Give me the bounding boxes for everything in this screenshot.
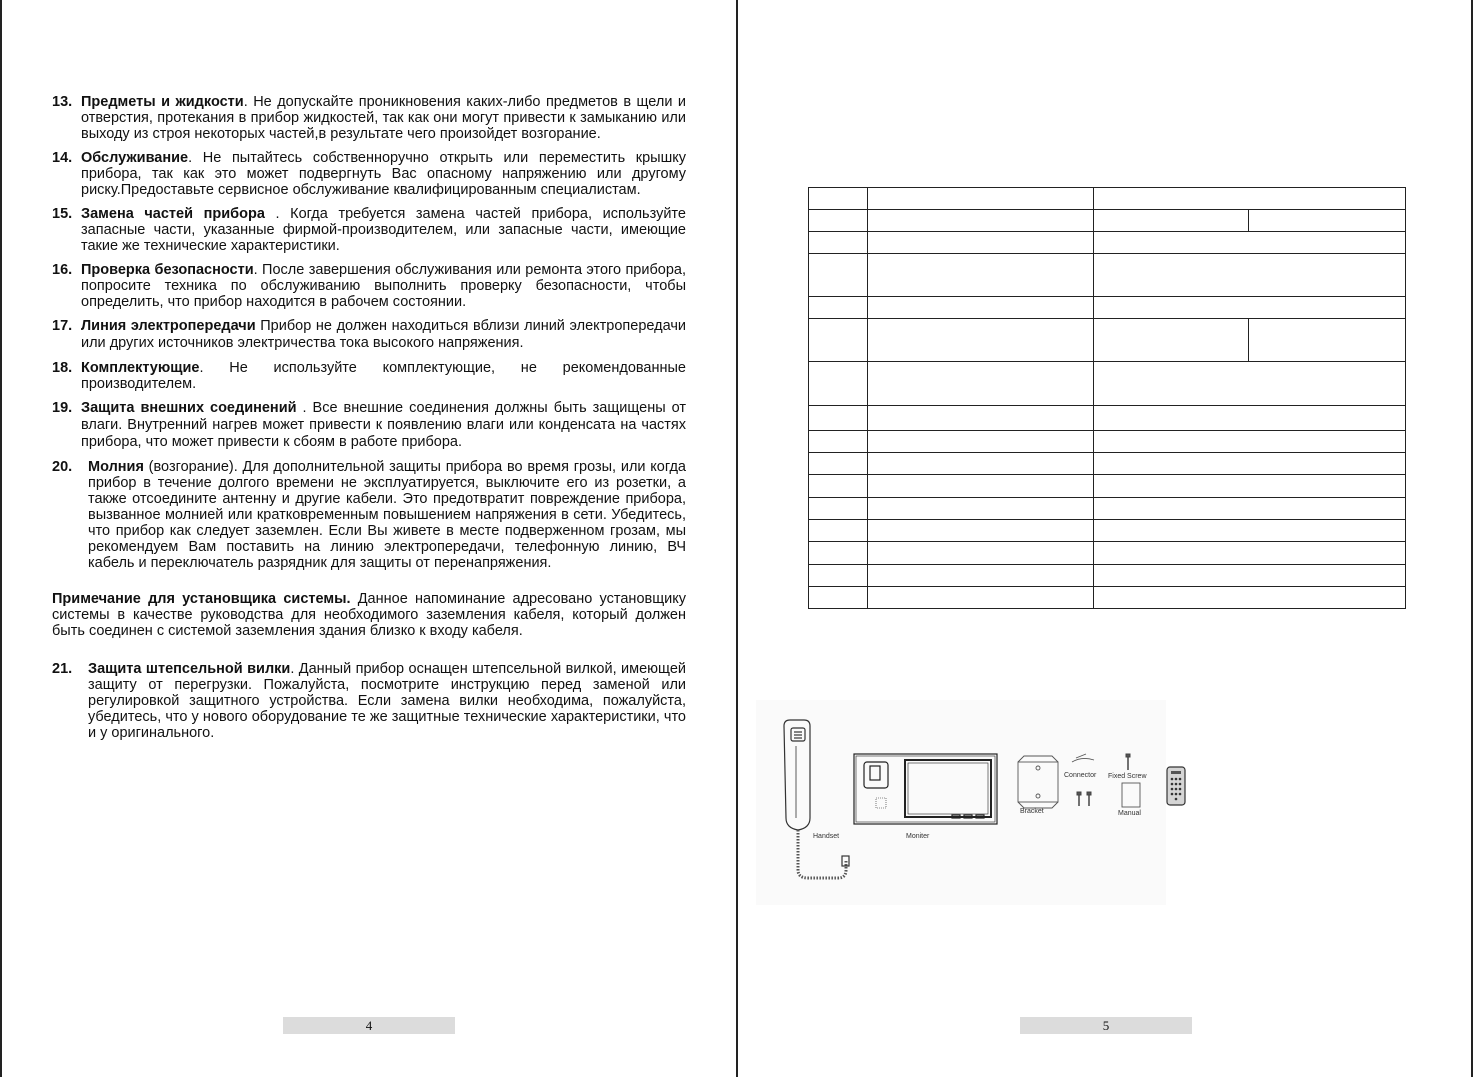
table-row <box>809 297 1406 319</box>
item-18: 18. Комплектующие. Не используйте комплектующие, не рекомендованные производителем. <box>52 360 686 392</box>
specifications-table <box>808 187 1406 609</box>
right-border <box>1471 0 1473 1077</box>
item-21: 21. Защита штепсельной вилки. Данный прибор оснащен штепсельной вилкой, имеющей защиту от перегрузки. Пожалуйста, посмотрите инструкцию перед заменой или регулировкой защитного устройства. Если замена вилки необходима, пожалуйста, убедитесь, что у нового оборудование те же защитные технические характеристики, что и у оригинального. <box>52 661 686 741</box>
left-page-text <box>52 94 686 749</box>
monitor-label: Moniter <box>906 833 930 840</box>
left-border <box>0 0 2 1077</box>
table-row <box>809 232 1406 254</box>
table-row <box>809 475 1406 498</box>
connector-label: Connector <box>1064 772 1097 779</box>
table-row <box>809 587 1406 609</box>
item-15: 15. Замена частей прибора . Когда требуется замена частей прибора, используйте запасные части, указанные фирмой-производителем, или запасные части, имеющие такие же технические характеристики. <box>52 206 686 254</box>
table-row <box>809 498 1406 520</box>
remote-control-icon <box>1165 766 1189 808</box>
fixed-screw-label: Fixed Screw <box>1108 773 1147 780</box>
connector-icon <box>1072 754 1094 762</box>
item-14: 14. Обслуживание. Не пытайтесь собственноручно открыть или переместить крышку прибора, так как это может подвергнуть Вас опасному напряжению или другому риску.Предоставьте сервисное обслуживание квалифицированным специалистам. <box>52 150 686 198</box>
monitor-icon <box>854 754 997 824</box>
item-16: 16. Проверка безопасности. После завершения обслуживания или ремонта этого прибора, попросите техника по обслуживанию выполнить проверку безопасности, чтобы определить, что прибор находится в рабочем состоянии. <box>52 262 686 310</box>
manual-icon <box>1122 783 1140 807</box>
center-fold-line <box>736 0 738 1077</box>
table-row <box>809 565 1406 587</box>
table-row <box>809 362 1406 406</box>
table-row <box>809 453 1406 475</box>
table-row <box>809 210 1406 232</box>
item-19: 19. Защита внешних соединений . Все внешние соединения должны быть защищены от влаги. Внутренний нагрев может привести к появлению влаги или конденсата на частях прибора, что может привести к сбоям в работе прибора. <box>52 400 686 450</box>
table-row <box>809 188 1406 210</box>
bracket-icon <box>1018 756 1058 808</box>
page-number-right: 5 <box>1020 1017 1192 1034</box>
table-row <box>809 542 1406 565</box>
table-row <box>809 254 1406 297</box>
accessories-figure <box>756 700 1166 905</box>
accessories-drawing <box>756 700 1166 905</box>
item-17: 17. Линия электропередачи Прибор не должен находиться вблизи линий электропередачи или других источников электричества тока высокого напряжения. <box>52 318 686 351</box>
manual-label: Manual <box>1118 810 1141 817</box>
table-row <box>809 520 1406 542</box>
page-number-left: 4 <box>283 1017 455 1034</box>
item-20: 20. Молния (возгорание). Для дополнительной защиты прибора во время грозы, или когда прибор в течение долгого времени не эксплуатируется, выключите его из розетки, а также отсоедините антенну и другие кабели. Это предотвратит повреждение прибора, вызванное молнией или кратковременным повышением напряжения в сети. Убедитесь, что прибор как следует заземлен. Если Вы живете в месте подверженном грозам, мы рекомендуем Вам поставить на линию электропередачи, телефонную линию, ВЧ кабель и переключатель разрядник для защиты от перенапряжения. <box>52 459 686 571</box>
table-row <box>809 431 1406 453</box>
item-13: 13. Предметы и жидкости. Не допускайте проникновения каких-либо предметов в щели и отверстия, протекания в прибор жидкостей, так как они могут привести к замыканию или выходу из строя некоторых частей,в результате чего произойдет возгорание. <box>52 94 686 142</box>
table-row <box>809 406 1406 431</box>
installer-note: Примечание для установщика системы. Данное напоминание адресовано установщику системы в качестве руководства для необходимого заземления кабеля, который должен быть соединен с системой заземления здания близко к входу кабеля. <box>52 591 686 639</box>
handset-label: Handset <box>813 833 840 840</box>
bracket-label: Bracket <box>1020 808 1044 815</box>
table-row <box>809 319 1406 362</box>
handset-icon <box>784 720 849 878</box>
